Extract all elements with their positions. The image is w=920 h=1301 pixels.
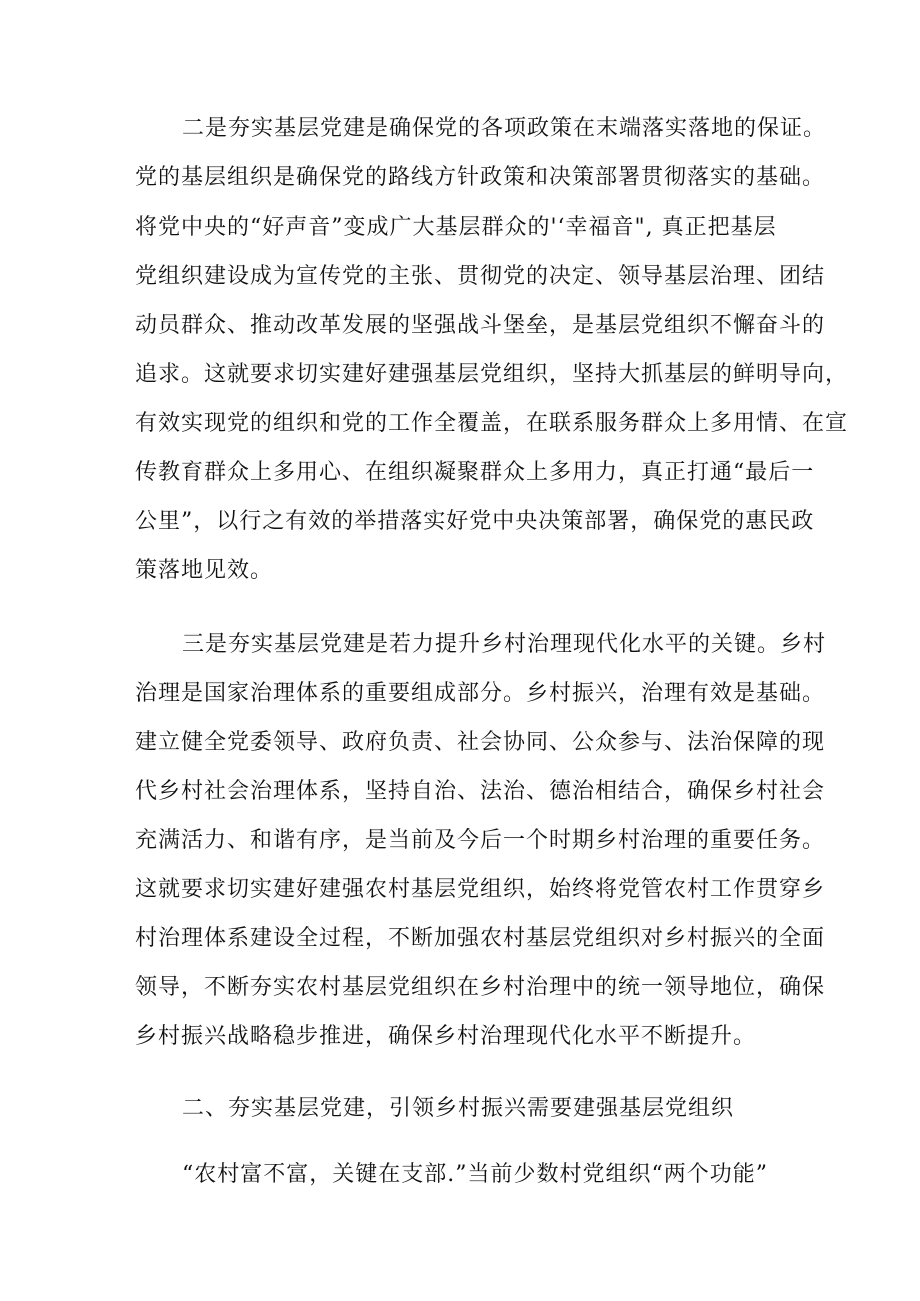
text-line: 有效实现党的组织和党的工作全覆盖，在联系服务群众上多用情、在宣 — [135, 411, 849, 436]
text-line: 追求。这就要求切实建好建强基层党组织，坚持大抓基层的鲜明导向， — [135, 362, 849, 387]
section-heading: 二、夯实基层党建，引领乡村振兴需要建强基层党组织 — [182, 1096, 735, 1121]
text-line: 传教育群众上多用心、在组织凝聚群众上多用力，真正打通“最后一 — [135, 460, 815, 485]
text-line: 策落地见效。 — [135, 558, 274, 583]
text-line: 这就要求切实建好建强农村基层党组织，始终将党管农村工作贯穿乡 — [135, 877, 826, 902]
text-line: “农村富不富，关键在支部.”当前少数村党组织“两个功能” — [182, 1162, 768, 1187]
text-line: 充满活力、和谐有序，是当前及今后一个时期乡村治理的重要任务。 — [135, 828, 826, 853]
text-line: 公里”，以行之有效的举措落实好党中央决策部署，确保党的惠民政 — [135, 509, 815, 534]
text-line: 将党中央的“好声音”变成广大基层群众的'‘幸福音", 真正把基层 — [135, 215, 777, 240]
text-line: 代乡村社会治理体系，坚持自治、法治、德治相结合，确保乡村社会 — [135, 779, 826, 804]
text-line: 乡村振兴战略稳步推进，确保乡村治理现代化水平不断提升。 — [135, 1024, 757, 1049]
text-line: 党的基层组织是确保党的路线方针政策和决策部署贯彻落实的基础。 — [135, 165, 826, 190]
text-line: 动员群众、推动改革发展的坚强战斗堡垒，是基层党组织不懈奋斗的 — [135, 313, 826, 338]
text-line: 二是夯实基层党建是确保党的各项政策在末端落实落地的保证。 — [182, 116, 827, 141]
text-line: 三是夯实基层党建是若力提升乡村治理现代化水平的关键。乡村 — [182, 632, 827, 657]
text-line: 村治理体系建设全过程，不断加强农村基层党组织对乡村振兴的全面 — [135, 926, 826, 951]
text-line: 党组织建设成为宣传党的主张、贯彻党的决定、领导基层治理、团结 — [135, 264, 826, 289]
text-line: 治理是国家治理体系的重要组成部分。乡村振兴，治理有效是基础。 — [135, 681, 826, 706]
text-line: 领导，不断夯实农村基层党组织在乡村治理中的统一领导地位，确保 — [135, 975, 826, 1000]
text-line: 建立健全党委领导、政府负责、社会协同、公众参与、法治保障的现 — [135, 730, 826, 755]
